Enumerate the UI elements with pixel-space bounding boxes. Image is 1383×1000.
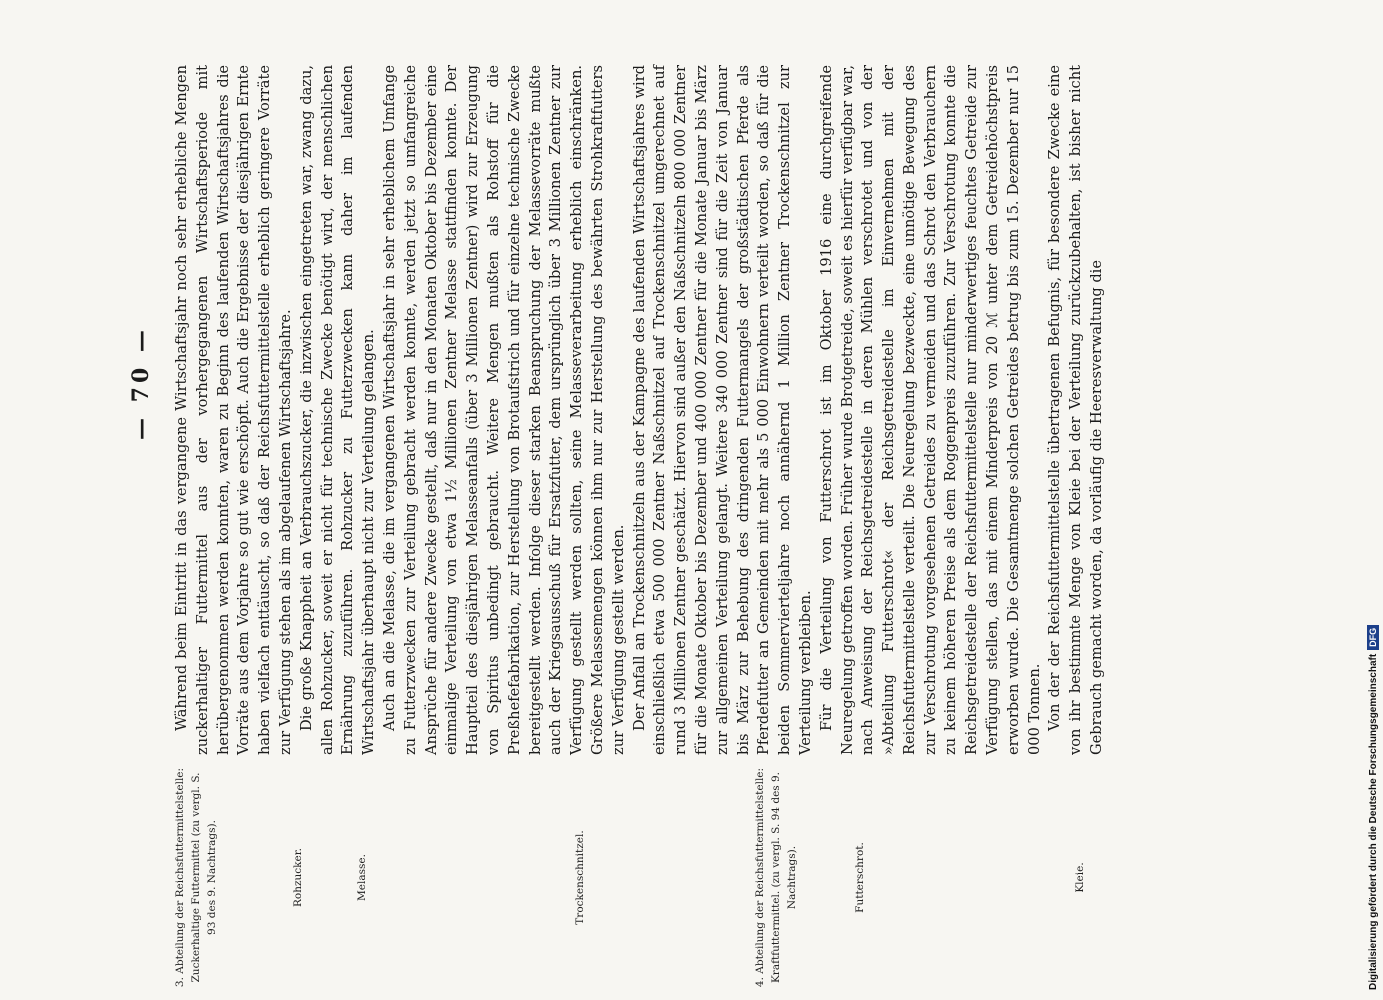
margin-note-melasse: Melasse.: [356, 854, 368, 901]
paragraph-trockenschnitzel: Der Anfall an Trockenschnitzeln aus der Kampagne des laufenden Wirtschaftsjahres wird einschließlich etwa 500 000 Zentner Naßschnitzel auf Trockenschnitzel umgerechnet auf rund 3 Millionen Zentner geschätzt. Hiervon sind außer den Naßschnitzeln 800 000 Zentner für die Monate Oktober bis Dezember und 400 000 Zentner für die Monate Januar bis März zur allgemeinen Verteilung gelangt. Weitere 340 000 Zentner sind für die Zeit von Januar bis März zur Behebung des dringenden Futtermangels der großstädtischen Pferde als Pferdefutter an Gemeinden mit mehr als 5 000 Einwohnern verteilt worden, so daß für die beiden Sommervierteljahre noch annähernd 1 Million Zentner Trockenschnitzel zur Verteilung verbleiben.: [630, 65, 814, 755]
rotated-document-page: [128, 0, 1280, 1000]
dfg-funding-stamp: [1365, 10, 1381, 990]
paragraph-zuckerhaltige-futtermittel: Während beim Eintritt in das vergangene Wirtschaftsjahr noch sehr erhebliche Mengen zuckerhaltiger Futtermittel aus der vorhergegangenen Wirtschaftsperiode mit herübergenommen werden konnten, waren zu Beginn des laufenden Wirtschaftsjahres die Vorräte aus dem Vorjahre so gut wie erschöpft. Auch die Ergebnisse der diesjährigen Ernte haben vielfach enttäuscht, so daß der Reichsfuttermittelstelle erheblich geringere Vorräte zur Verfügung stehen als im abgelaufenen Wirtschaftsjahre.: [173, 65, 294, 755]
paragraph-futterschrot: Für die Verteilung von Futterschrot ist im Oktober 1916 eine durchgreifende Neuregelung getroffen worden. Früher wurde Brotgetreide, soweit es hierfür verfügbar war, nach Anweisung der Reichsgetreidestelle in deren Mühlen verschrotet und von der »Abteilung Futterschrot« der Reichsgetreidestelle im Einvernehmen mit der Reichsfuttermittelstelle verteilt. Die Neuregelung bezweckte, eine unnötige Bewegung des zur Verschrotung vorgesehenen Getreides zu vermeiden und das Schrot den Verbrauchern zu keinem höheren Preise als dem Roggenpreis zuzuführen. Zur Verschrotung konnte die Reichsgetreidestelle der Reichsfuttermittelstelle nur minderwertiges feuchtes Getreide zur Verfügung stellen, das mit einem Minderpreis von 20 ℳ unter dem Getreidehöchstpreis erworben wurde. Die Gesamtmenge solchen Getreides betrug bis zum 15. Dezember nur 15 000 Tonnen.: [817, 65, 1043, 755]
main-text-column: [172, 65, 1108, 755]
dfg-logo: DFG: [1367, 625, 1379, 650]
margin-note-abteilung-4: 4. Abteilung der Reichsfuttermittelstelle: Kraftfuttermittel. (zu vergl. S. 94 des 9. Nachtrags).: [754, 767, 798, 988]
paragraph-melasse: Auch an die Melasse, die im vergangenen Wirtschaftsjahr in sehr erheblichem Umfange zu Futterzwecken zur Verteilung gebracht werden konnte, werden jetzt so umfangreiche Ansprüche für andere Zwecke gestellt, daß nur in den Monaten Oktober bis Dezember eine einmalige Verteilung von etwa 1½ Millionen Zentner Melasse stattfinden konnte. Der Hauptteil des diesjährigen Melasseanfalls (über 3 Millionen Zentner) wird zur Erzeugung von Spiritus unbedingt gebraucht. Weitere Mengen mußten als Rohstoff für die Preßhefefabrikation, zur Herstellung von Brotaufstrich und für einzelne technische Zwecke bereitgestellt werden. Infolge dieser starken Beanspruchung der Melassevorräte mußte auch der Kriegsausschuß für Ersatzfutter, dem ursprünglich über 3 Millionen Zentner zur Verfügung gestellt werden sollten, seine Melasseverarbeitung erheblich einschränken. Größere Melassemengen können ihm nur zur Herstellung des bewährten Strohkraftfutters zur Verfügung gestellt werden.: [380, 65, 627, 755]
paragraph-kleie: Von der der Reichsfuttermittelstelle übertragenen Befugnis, für besondere Zwecke eine von ihr bestimmte Menge von Kleie bei der Verteilung zurückzubehalten, ist bisher nicht Gebrauch gemacht worden, da vorläufig die Heeresverwaltung die: [1046, 65, 1106, 755]
page-number: — 70 —: [128, 326, 154, 440]
margin-note-kleie: Kleie.: [1074, 862, 1086, 893]
dfg-stamp-text: Digitalisierung gefördert durch die Deutsche Forschungsgemeinschaft: [1367, 653, 1379, 990]
margin-note-abteilung-3: 3. Abteilung der Reichsfuttermittelstelle: Zuckerhaltige Futtermittel (zu vergl. S. 93 des 9. Nachtrags).: [174, 767, 218, 988]
margin-note-rohzucker: Rohzucker.: [292, 848, 304, 907]
paragraph-rohzucker: Die große Knappheit an Verbrauchszucker, die inzwischen eingetreten war, zwang dazu, allen Rohzucker, soweit er nicht für technische Zwecke benötigt wird, der menschlichen Ernährung zuzuführen. Rohzucker zu Futterzwecken kann daher im laufenden Wirtschaftsjahr überhaupt nicht zur Verteilung gelangen.: [297, 65, 378, 755]
margin-note-trockenschnitzel: Trockenschnitzel.: [574, 830, 586, 925]
margin-note-futterschrot: Futterschrot.: [854, 842, 866, 913]
